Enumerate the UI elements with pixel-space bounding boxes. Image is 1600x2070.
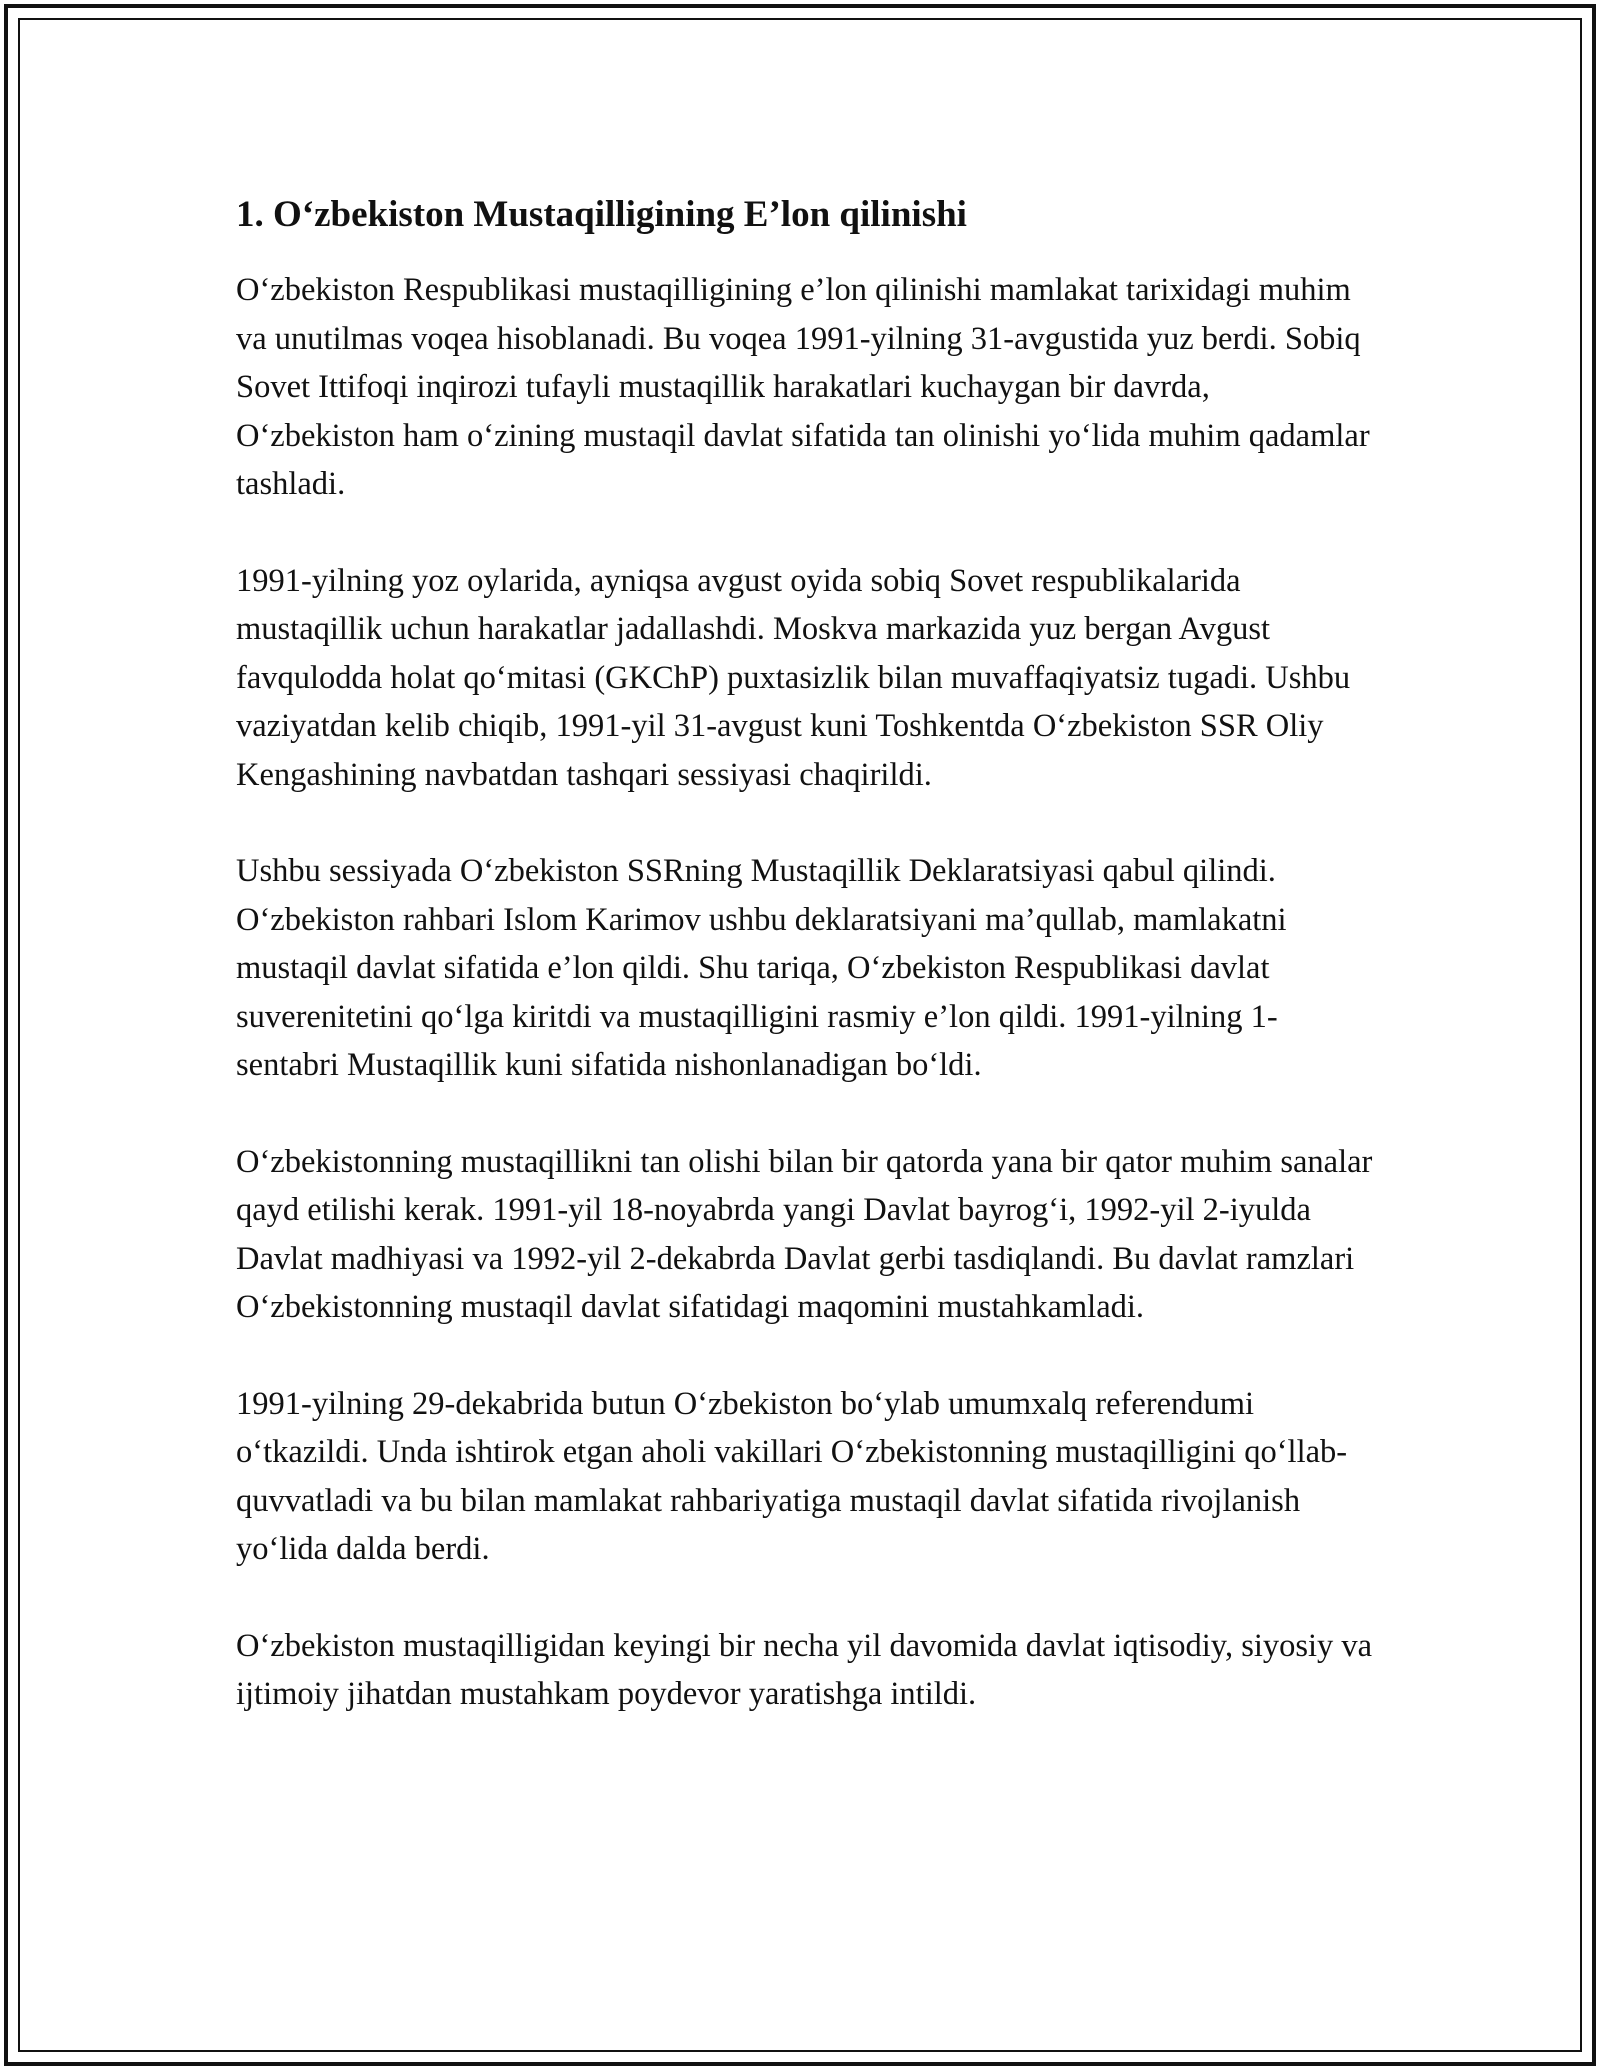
document-title: 1. O‘zbekiston Mustaqilligining E’lon qilinishi <box>236 194 967 235</box>
paragraph-4: O‘zbekistonning mustaqillikni tan olishi bilan bir qatorda yana bir qator muhim sanalar qayd etilishi kerak. 1991-yil 18-noyabrda yangi Davlat bayrog‘i, 1992-yil 2-iyulda Davlat madhiyasi va 1992-yil 2-dekabrda Davlat gerbi tasdiqlandi. Bu davlat ramzlari O‘zbekistonning mustaqil davlat sifatidagi maqomini mustahkamladi. <box>236 1143 1373 1325</box>
paragraph-3: Ushbu sessiyada O‘zbekiston SSRning Mustaqillik Deklaratsiyasi qabul qilindi. O‘zbekiston rahbari Islom Karimov ushbu deklaratsiyani ma’qullab, mamlakatni mustaqil davlat sifatida e’lon qildi. Shu tariqa, O‘zbekiston Respublikasi davlat suverenitetini qo‘lga kiritdi va mustaqilligini rasmiy e’lon qildi. 1991-yilning 1-sentabri Mustaqillik kuni sifatida nishonlanadigan bo‘ldi. <box>236 853 1287 1083</box>
document-body <box>236 190 1376 1767</box>
paragraph-6: O‘zbekiston mustaqilligidan keyingi bir necha yil davomida davlat iqtisodiy, siyosiy va ijtimoiy jihatdan mustahkam poydevor yaratishga intildi. <box>236 1627 1373 1712</box>
paragraph-1: O‘zbekiston Respublikasi mustaqilligining e’lon qilinishi mamlakat tarixidagi muhim va unutilmas voqea hisoblanadi. Bu voqea 1991-yilning 31-avgustida yuz berdi. Sobiq Sovet Ittifoqi inqirozi tufayli mustaqillik harakatlari kuchaygan bir davrda, O‘zbekiston ham o‘zining mustaqil davlat sifatida tan olinishi yo‘lida muhim qadamlar tashladi. <box>236 272 1370 502</box>
paragraph-2: 1991-yilning yoz oylarida, ayniqsa avgust oyida sobiq Sovet respublikalarida mustaqillik uchun harakatlar jadallashdi. Moskva markazida yuz bergan Avgust favqulodda holat qo‘mitasi (GKChP) puxtasizlik bilan muvaffaqiyatsiz tugadi. Ushbu vaziyatdan kelib chiqib, 1991-yil 31-avgust kuni Toshkentda O‘zbekiston SSR Oliy Kengashining navbatdan tashqari sessiyasi chaqirildi. <box>236 562 1351 793</box>
paragraph-5: 1991-yilning 29-dekabrida butun O‘zbekiston bo‘ylab umumxalq referendumi o‘tkazildi. Unda ishtirok etgan aholi vakillari O‘zbekistonning mustaqilligini qo‘llab-quvvatladi va bu bilan mamlakat rahbariyatiga mustaqil davlat sifatida rivojlanish yo‘lida dalda berdi. <box>236 1385 1348 1567</box>
